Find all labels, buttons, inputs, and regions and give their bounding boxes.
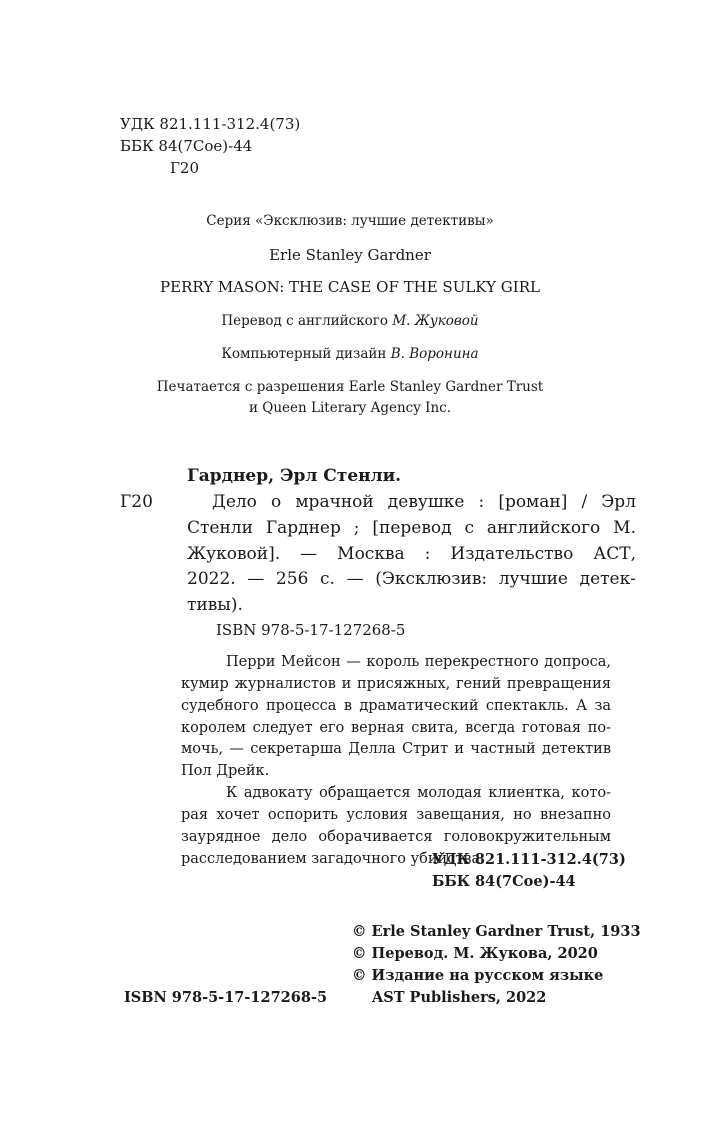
copyright-line: © Издание на русском языке [352,967,604,984]
catalog-line: тивы). [187,595,243,615]
designer-name: В. Воронина [390,346,479,362]
copyright-line: AST Publishers, 2022 [372,989,547,1006]
annotation-line: Перри Мейсон — король перекрестного допроса, [226,654,611,670]
catalog-line: 2022. — 256 с. — (Эксклюзив: лучшие детек- [187,569,636,589]
design-label: Компьютерный дизайн [221,346,387,362]
translation-credit [150,315,550,329]
series: Серия «Эксклюзив: лучшие детективы» [206,213,494,229]
annotation-line: К адвокату обращается молодая клиентка, кото- [226,785,611,801]
original-title: PERRY MASON: THE CASE OF THE SULKY GIRL [160,278,540,296]
permission-line-2: и Queen Literary Agency Inc. [248,400,452,416]
annotation-line: королем следует его верная свита, всегда готовая по- [181,720,611,736]
original-author: Erle Stanley Gardner [269,246,431,264]
author-code-header: Г20 [170,159,200,177]
catalog-line: Дело о мрачной девушке : [роман] / Эрл [212,492,636,512]
annotation-line: заурядное дело оборачивается головокружительным [181,829,611,845]
annotation-line: кумир журналистов и присяжных, гений превращения [181,676,611,692]
copyright-line: © Перевод. М. Жукова, 2020 [352,945,598,962]
design-credit [150,348,550,362]
annotation-line: мочь, — секретарша Делла Стрит и частный детектив [181,741,611,757]
annotation-line: расследованием загадочного убийства. [181,851,485,867]
udk-header: УДК 821.111-312.4(73) [120,115,301,133]
footer-isbn: ISBN 978-5-17-127268-5 [124,989,328,1006]
translator-name: М. Жуковой [392,313,479,329]
translation-label: Перевод с английского [221,313,389,329]
footer-udk: УДК 821.111-312.4(73) [432,851,626,868]
bbk-header: ББК 84(7Сое)-44 [120,137,253,155]
footer-bbk: ББК 84(7Сое)-44 [432,873,576,890]
catalog-line: Жуковой]. — Москва : Издательство АСТ, [187,544,636,564]
catalog-line: Стенли Гарднер ; [перевод с английского М. [187,518,636,538]
annotation-line: Пол Дрейк. [181,763,270,779]
annotation-line: рая хочет оспорить условия завещания, но внезапно [181,807,611,823]
catalog-code: Г20 [120,492,153,512]
catalog-isbn: ISBN 978-5-17-127268-5 [216,621,406,639]
copyright-line: © Erle Stanley Gardner Trust, 1933 [352,923,641,940]
permission-line-1: Печатается с разрешения Earle Stanley Gardner Trust [156,379,544,395]
annotation-line: судебного процесса в драматический спектакль. А за [181,698,611,714]
catalog-author: Гарднер, Эрл Стенли. [187,466,402,486]
